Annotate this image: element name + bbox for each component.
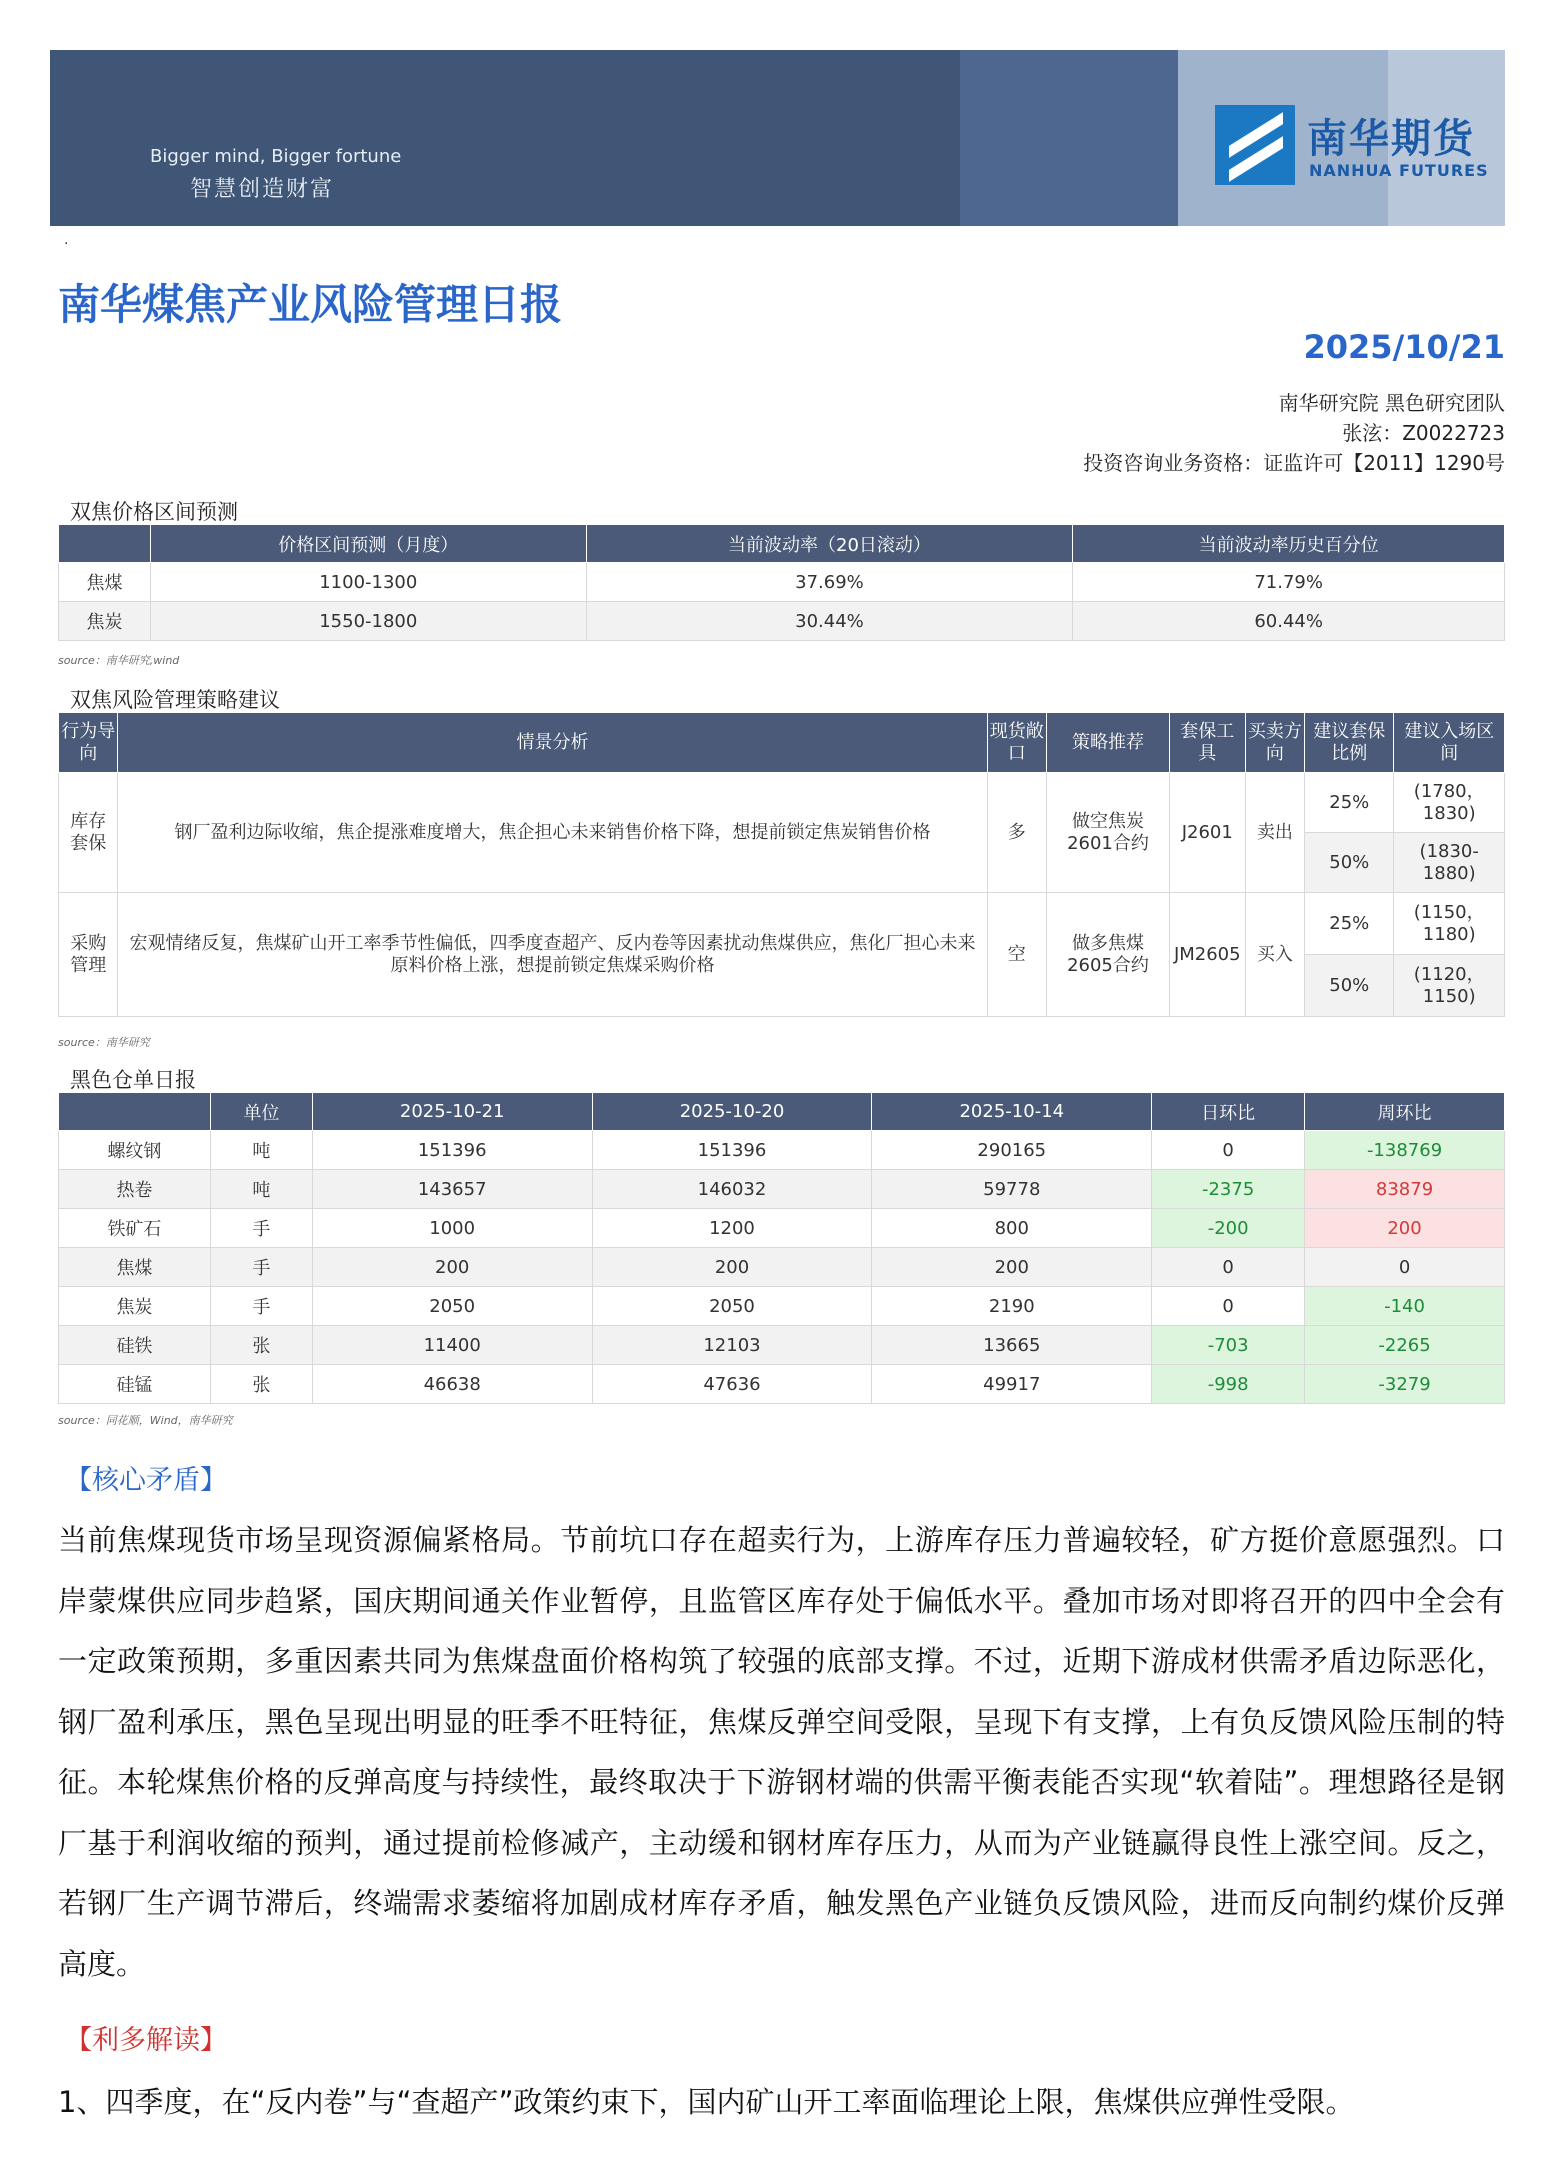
table-cell: 做多焦煤2605合约	[1047, 893, 1170, 1017]
table-cell: 60.44%	[1073, 602, 1505, 641]
table-cell: 0	[1152, 1287, 1305, 1326]
table-row	[59, 893, 1505, 955]
table-cell: 200	[872, 1248, 1152, 1287]
source-note: source：同花顺，Wind，南华研究	[58, 1414, 233, 1427]
company-logo	[1215, 105, 1505, 185]
table-cell: 47636	[592, 1365, 872, 1404]
table-cell: 焦煤	[59, 1248, 211, 1287]
table-cell: (1120，1150)	[1394, 955, 1505, 1017]
table-cell: -703	[1152, 1326, 1305, 1365]
source-note: source：南华研究,wind	[58, 654, 180, 667]
table-cell: 张	[210, 1365, 312, 1404]
warehouse-label: 黑色仓单日报	[70, 1068, 196, 1092]
table-cell: 焦煤	[59, 563, 151, 602]
table-row	[59, 1170, 1505, 1209]
table-header: 建议套保比例	[1305, 713, 1394, 773]
table-cell: -140	[1305, 1287, 1505, 1326]
table-cell: 空	[987, 893, 1046, 1017]
table-cell: 手	[210, 1287, 312, 1326]
table-header: 2025-10-20	[592, 1093, 872, 1131]
table-cell: 0	[1152, 1248, 1305, 1287]
core-heading: 【核心矛盾】	[65, 1465, 227, 1496]
table-cell: 30.44%	[586, 602, 1073, 641]
table-header: 2025-10-14	[872, 1093, 1152, 1131]
warehouse-table	[58, 1092, 1505, 1404]
table-cell: -2265	[1305, 1326, 1505, 1365]
table-cell: 1100-1300	[150, 563, 586, 602]
table-cell: 1200	[592, 1209, 872, 1248]
table-cell: 59778	[872, 1170, 1152, 1209]
table-cell: 200	[592, 1248, 872, 1287]
slogan-en: Bigger mind, Bigger fortune	[150, 146, 402, 167]
table-cell: 0	[1305, 1248, 1505, 1287]
table-header: 2025-10-21	[312, 1093, 592, 1131]
bullish-heading: 【利多解读】	[65, 2025, 227, 2056]
price-range-table	[58, 524, 1505, 641]
table-header: 当前波动率历史百分位	[1073, 525, 1505, 563]
table-cell: 采购管理	[59, 893, 118, 1017]
table-cell: 50%	[1305, 955, 1394, 1017]
table-header: 价格区间预测（月度）	[150, 525, 586, 563]
table-row	[59, 1365, 1505, 1404]
strategy-label: 双焦风险管理策略建议	[70, 688, 280, 712]
table-cell: 铁矿石	[59, 1209, 211, 1248]
table-cell: 多	[987, 773, 1046, 893]
table-cell: 146032	[592, 1170, 872, 1209]
table-header: 套保工具	[1169, 713, 1245, 773]
table-cell: 151396	[592, 1131, 872, 1170]
banner-band	[960, 50, 1178, 226]
table-cell: 卖出	[1245, 773, 1304, 893]
table-cell: 83879	[1305, 1170, 1505, 1209]
report-date: 2025/10/21	[1303, 328, 1505, 366]
logo-mark-icon	[1215, 105, 1295, 185]
table-cell: 硅锰	[59, 1365, 211, 1404]
table-cell: 50%	[1305, 833, 1394, 893]
table-row	[59, 1248, 1505, 1287]
table-cell: 钢厂盈利边际收缩，焦企提涨难度增大，焦企担心未来销售价格下降，想提前锁定焦炭销售价格	[118, 773, 987, 893]
table-cell: 2050	[592, 1287, 872, 1326]
table-header-row	[59, 525, 1505, 563]
table-header-row	[59, 713, 1505, 773]
table-header: 行为导向	[59, 713, 118, 773]
warehouse-body	[59, 1131, 1505, 1404]
table-cell: 螺纹钢	[59, 1131, 211, 1170]
table-row	[59, 773, 1505, 833]
table-cell: 做空焦炭2601合约	[1047, 773, 1170, 893]
table-cell: -3279	[1305, 1365, 1505, 1404]
table-cell: 焦炭	[59, 602, 151, 641]
table-header-row	[59, 1093, 1505, 1131]
table-cell: 25%	[1305, 773, 1394, 833]
table-header: 周环比	[1305, 1093, 1505, 1131]
analyst-id: 张泫：Z0022723	[1342, 421, 1505, 445]
table-cell: 12103	[592, 1326, 872, 1365]
table-cell: 2050	[312, 1287, 592, 1326]
table-cell: 张	[210, 1326, 312, 1365]
table-cell: (1150，1180)	[1394, 893, 1505, 955]
table-header: 买卖方向	[1245, 713, 1304, 773]
table-cell: 151396	[312, 1131, 592, 1170]
table-cell: 2190	[872, 1287, 1152, 1326]
table-cell: 143657	[312, 1170, 592, 1209]
table-cell: 11400	[312, 1326, 592, 1365]
table-cell: 71.79%	[1073, 563, 1505, 602]
research-team: 南华研究院 黑色研究团队	[1278, 391, 1505, 415]
table-header: 单位	[210, 1093, 312, 1131]
table-cell: 49917	[872, 1365, 1152, 1404]
table-cell: 吨	[210, 1131, 312, 1170]
header-banner	[50, 50, 1505, 226]
table-cell: -998	[1152, 1365, 1305, 1404]
table-header: 建议入场区间	[1394, 713, 1505, 773]
logo-text-cn: 南华期货	[1307, 116, 1475, 162]
table-cell: 吨	[210, 1170, 312, 1209]
header-dot: .	[64, 232, 69, 248]
table-header: 日环比	[1152, 1093, 1305, 1131]
table-cell: -200	[1152, 1209, 1305, 1248]
table-cell: 1000	[312, 1209, 592, 1248]
core-paragraph: 当前焦煤现货市场呈现资源偏紧格局。节前坑口存在超卖行为，上游库存压力普遍较轻，矿方挺价意愿强烈。口岸蒙煤供应同步趋紧，国庆期间通关作业暂停，且监管区库存处于偏低水平。叠加市场对即将召开的四中全会有一定政策预期，多重因素共同为焦煤盘面价格构筑了较强的底部支撑。不过，近期下游成材供需矛盾边际恶化，钢厂盈利承压，黑色呈现出明显的旺季不旺特征，焦煤反弹空间受限，呈现下有支撑，上有负反馈风险压制的特征。本轮煤焦价格的反弹高度与持续性，最终取决于下游钢材端的供需平衡表能否实现“软着陆”。理想路径是钢厂基于利润收缩的预判，通过提前检修减产，主动缓和钢材库存压力，从而为产业链赢得良性上涨空间。反之，若钢厂生产调节滞后，终端需求萎缩将加剧成材库存矛盾，触发黑色产业链负反馈风险，进而反向制约煤价反弹高度。	[58, 1523, 1505, 1981]
table-cell: JM2605	[1169, 893, 1245, 1017]
table-header: 当前波动率（20日滚动）	[586, 525, 1073, 563]
table-row	[59, 602, 1505, 641]
table-header: 情景分析	[118, 713, 987, 773]
table-cell: 硅铁	[59, 1326, 211, 1365]
table-cell: 800	[872, 1209, 1152, 1248]
table-header: 现货敞口	[987, 713, 1046, 773]
table-cell: 热卷	[59, 1170, 211, 1209]
price-range-label: 双焦价格区间预测	[70, 500, 238, 524]
table-cell: 13665	[872, 1326, 1152, 1365]
table-cell: 手	[210, 1209, 312, 1248]
table-cell: 46638	[312, 1365, 592, 1404]
table-cell: 0	[1152, 1131, 1305, 1170]
table-cell: -138769	[1305, 1131, 1505, 1170]
table-row	[59, 563, 1505, 602]
table-row	[59, 1287, 1505, 1326]
table-cell: 25%	[1305, 893, 1394, 955]
table-header	[59, 525, 151, 563]
table-cell: (1830-1880)	[1394, 833, 1505, 893]
source-note: source：南华研究	[58, 1036, 150, 1049]
slogan-cn: 智慧创造财富	[190, 177, 335, 202]
table-cell: 200	[312, 1248, 592, 1287]
table-cell: 焦炭	[59, 1287, 211, 1326]
table-cell: 买入	[1245, 893, 1304, 1017]
table-cell: 37.69%	[586, 563, 1073, 602]
table-cell: J2601	[1169, 773, 1245, 893]
table-row	[59, 1131, 1505, 1170]
table-header	[59, 1093, 211, 1131]
report-meta	[1083, 388, 1505, 478]
table-cell: 宏观情绪反复，焦煤矿山开工率季节性偏低，四季度查超产、反内卷等因素扰动焦煤供应，焦化厂担心未来原料价格上涨，想提前锁定焦煤采购价格	[118, 893, 987, 1017]
table-cell: 库存套保	[59, 773, 118, 893]
table-cell: 290165	[872, 1131, 1152, 1170]
table-cell: 200	[1305, 1209, 1505, 1248]
report-title: 南华煤焦产业风险管理日报	[58, 280, 563, 329]
table-cell: -2375	[1152, 1170, 1305, 1209]
table-row	[59, 1326, 1505, 1365]
bullish-item: 1、四季度，在“反内卷”与“查超产”政策约束下，国内矿山开工率面临理论上限，焦煤供应弹性受限。	[58, 2085, 1355, 2119]
table-cell: 1550-1800	[150, 602, 586, 641]
table-row	[59, 1209, 1505, 1248]
table-header: 策略推荐	[1047, 713, 1170, 773]
table-cell: 手	[210, 1248, 312, 1287]
strategy-table	[58, 712, 1505, 1017]
logo-text-en: NANHUA FUTURES	[1309, 161, 1489, 180]
table-cell: (1780，1830)	[1394, 773, 1505, 833]
license-info: 投资咨询业务资格：证监许可【2011】1290号	[1083, 451, 1505, 475]
